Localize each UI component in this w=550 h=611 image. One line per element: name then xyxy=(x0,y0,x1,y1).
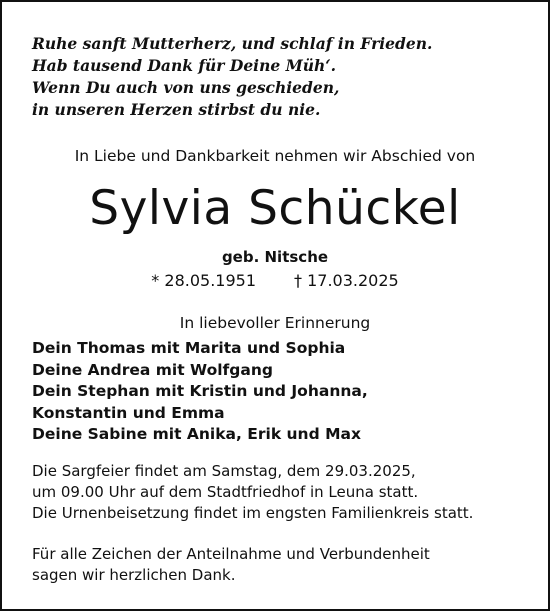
mourner-line: Deine Sabine mit Anika, Erik und Max xyxy=(32,425,361,444)
mourner-line: Dein Thomas mit Marita und Sophia xyxy=(32,339,346,357)
maiden-name: geb. Nitsche xyxy=(221,248,329,266)
memory-line: In liebevoller Erinnerung xyxy=(179,314,371,332)
mourners-list xyxy=(32,338,532,446)
life-dates xyxy=(2,271,548,291)
thanks-note xyxy=(32,544,542,586)
thanks-line: Für alle Zeichen der Anteilnahme und Verbundenheit xyxy=(32,545,430,563)
service-line: um 09.00 Uhr auf dem Stadtfriedhof in Leuna statt. xyxy=(32,483,419,501)
farewell-intro: In Liebe und Dankbarkeit nehmen wir Abschied von xyxy=(74,147,476,165)
birth-date: * 28.05.1951 xyxy=(151,271,256,290)
poem-line: Hab tausend Dank für Deine Müh‘. xyxy=(32,56,337,75)
death-date: † 17.03.2025 xyxy=(294,271,399,290)
service-line: Die Sargfeier findet am Samstag, dem 29.03.2025, xyxy=(32,462,416,480)
memorial-poem xyxy=(32,33,512,121)
poem-line: Wenn Du auch von uns geschieden, xyxy=(32,78,340,97)
poem-line: Ruhe sanft Mutterherz, und schlaf in Frieden. xyxy=(32,34,433,53)
mourner-line: Deine Andrea mit Wolfgang xyxy=(32,360,273,379)
poem-line: in unseren Herzen stirbst du nie. xyxy=(32,100,321,119)
mourner-line: Dein Stephan mit Kristin und Johanna, xyxy=(32,382,368,401)
deceased-name: Sylvia Schückel xyxy=(89,181,461,236)
service-line: Die Urnenbeisetzung findet im engsten Familienkreis statt. xyxy=(32,504,474,522)
thanks-line: sagen wir herzlichen Dank. xyxy=(32,566,236,584)
funeral-service-info xyxy=(32,461,542,524)
mourner-line: Konstantin und Emma xyxy=(32,403,225,422)
